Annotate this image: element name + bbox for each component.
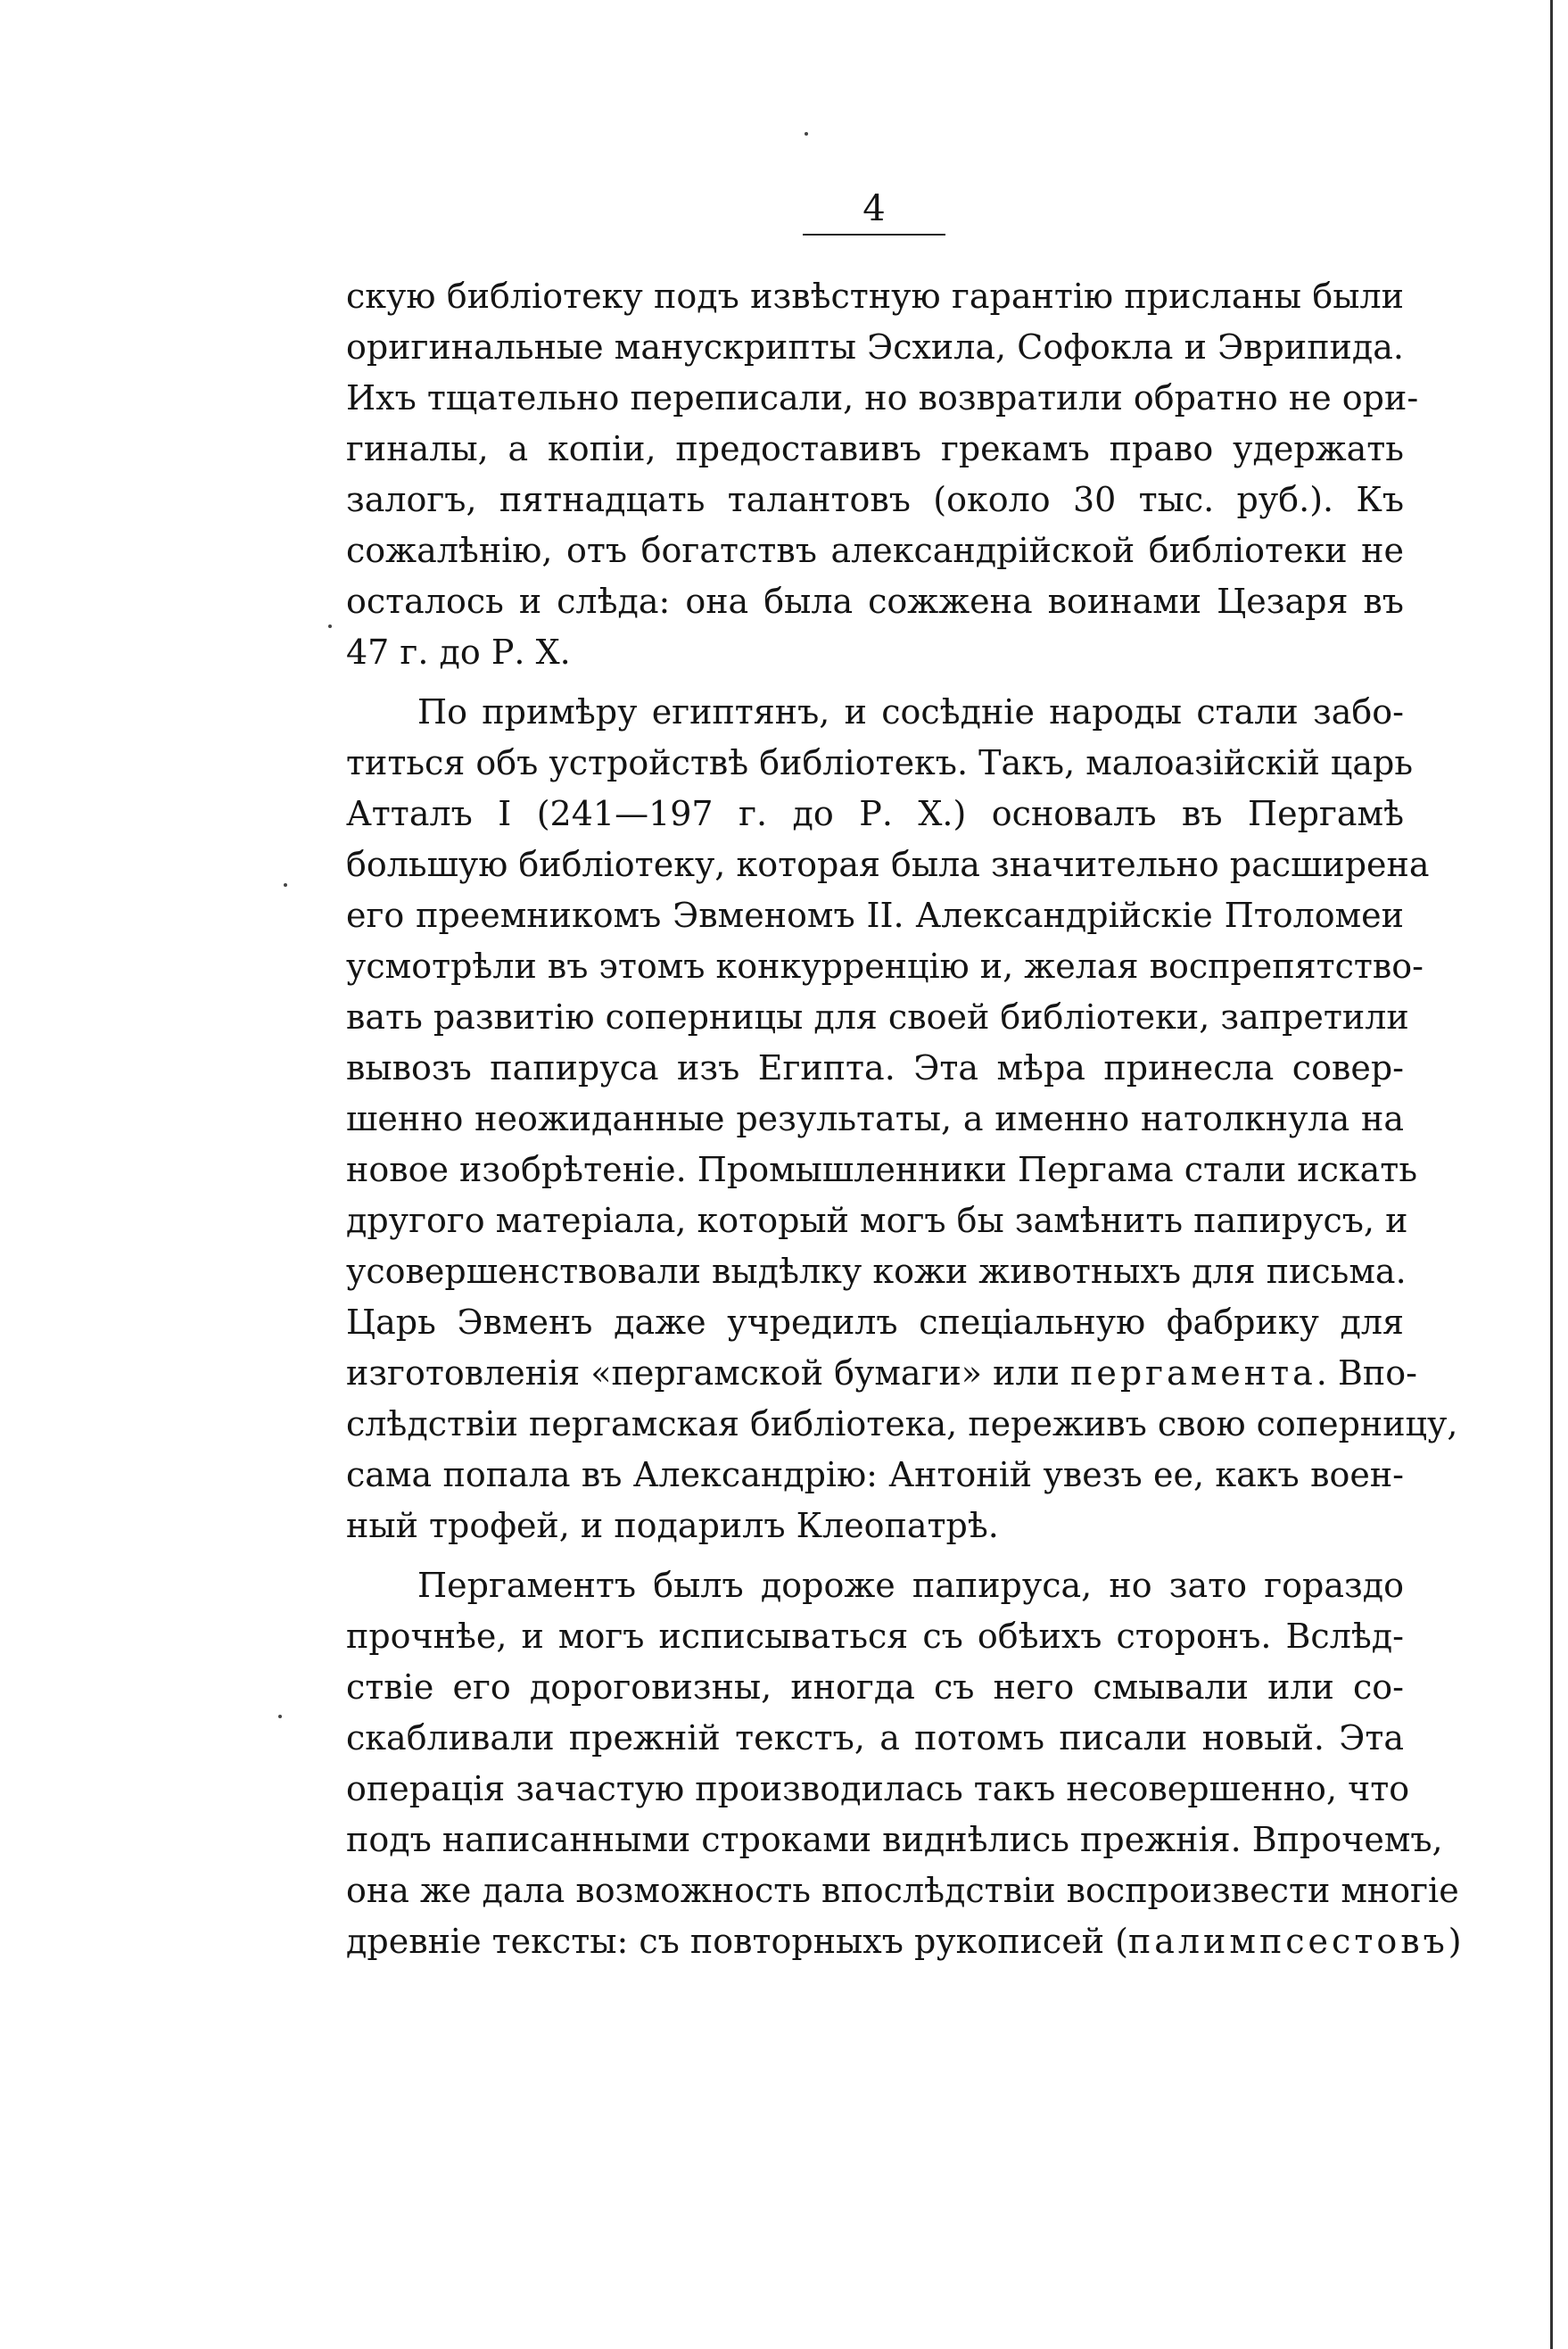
text-line: большую библіотеку, которая была значительно расширена <box>346 845 1430 884</box>
text-line: усовершенствовали выдѣлку кожи животныхъ для письма. <box>346 1252 1407 1291</box>
page-number: 4 <box>862 188 886 229</box>
spaced-term: пергамента <box>1070 1353 1316 1393</box>
text-line: прочнѣе, и могъ исписываться съ обѣихъ сторонъ. Вслѣд- <box>346 1617 1404 1656</box>
text-line: Ихъ тщательно переписали, но возвратили обратно не ори- <box>346 378 1419 418</box>
text-line: Атталъ I (241—197 г. до Р. Х.) основалъ въ Пергамѣ <box>346 794 1404 833</box>
text-line: осталось и слѣда: она была сожжена воинами Цезаря въ <box>346 582 1404 621</box>
text-line: операція зачастую производилась такъ несовершенно, что <box>346 1769 1410 1808</box>
text-line: Пергаментъ былъ дороже папируса, но зато гораздо <box>417 1566 1404 1605</box>
text-fragment: древніе тексты: съ повторныхъ рукописей ( <box>346 1922 1128 1961</box>
text-line: оригинальные манускрипты Эсхила, Софокла и Эврипида. <box>346 327 1404 367</box>
text-line: шенно неожиданные результаты, а именно натолкнула на <box>346 1099 1404 1138</box>
text-line: вывозъ папируса изъ Египта. Эта мѣра принесла совер- <box>346 1048 1404 1088</box>
text-line: вать развитію соперницы для своей библіотеки, запретили <box>346 997 1409 1037</box>
text-line: его преемникомъ Эвменомъ II. Александрійскіе Птоломеи <box>346 896 1404 935</box>
text-line: новое изобрѣтеніе. Промышленники Пергама стали искать <box>346 1150 1418 1189</box>
text-line: скую библіотеку подъ извѣстную гарантію присланы были <box>346 277 1404 316</box>
scan-speck <box>284 883 287 887</box>
text-line: скабливали прежній текстъ, а потомъ писали новый. Эта <box>346 1718 1404 1758</box>
paragraph-3 <box>346 1560 1462 1967</box>
body-text <box>346 271 1462 1967</box>
text-line: усмотрѣли въ этомъ конкурренцію и, желая воспрепятство- <box>346 947 1424 986</box>
text-line: подъ написанными строками виднѣлись прежнія. Впрочемъ, <box>346 1820 1443 1859</box>
text-line: гиналы, а копіи, предоставивъ грекамъ право удержать <box>346 429 1404 468</box>
text-fragment: ) <box>1448 1922 1462 1961</box>
scan-speck <box>278 1715 282 1718</box>
text-line: ный трофей, и подарилъ Клеопатрѣ. <box>346 1506 999 1545</box>
paragraph-1 <box>346 271 1419 678</box>
text-line: сожалѣнію, отъ богатствъ александрійской библіотеки не <box>346 531 1404 570</box>
text-line: слѣдствіи пергамская библіотека, переживъ свою соперницу, <box>346 1404 1458 1443</box>
scan-speck <box>805 132 808 136</box>
text-line: ствіе его дороговизны, иногда съ него смывали или со- <box>346 1667 1404 1707</box>
page-number-rule <box>803 234 945 236</box>
text-line <box>346 1916 1462 1967</box>
paragraph-2 <box>346 687 1458 1551</box>
text-line <box>346 1348 1417 1399</box>
text-line: титься объ устройствѣ библіотекъ. Такъ, малоазійскій царь <box>346 743 1414 782</box>
spaced-term: палимпсестовъ <box>1127 1922 1448 1961</box>
text-line: она же дала возможность впослѣдствіи воспроизвести многіе <box>346 1871 1459 1910</box>
text-line: 47 г. до Р. Х. <box>346 633 571 672</box>
text-fragment: . Впо- <box>1316 1353 1417 1393</box>
page-edge-line <box>1550 0 1553 2349</box>
text-line: другого матеріала, который могъ бы замѣнить папирусъ, и <box>346 1201 1408 1240</box>
text-line: залогъ, пятнадцать талантовъ (около 30 тыс. руб.). Къ <box>346 480 1404 519</box>
text-line: Царь Эвменъ даже учредилъ спеціальную фабрику для <box>346 1303 1404 1342</box>
scan-speck <box>328 624 332 628</box>
text-fragment: изготовленія «пергамской бумаги» или <box>346 1353 1071 1393</box>
text-line: По примѣру египтянъ, и сосѣдніе народы стали забо- <box>417 692 1404 732</box>
text-line: сама попала въ Александрію: Антоній увезъ ее, какъ воен- <box>346 1455 1404 1494</box>
